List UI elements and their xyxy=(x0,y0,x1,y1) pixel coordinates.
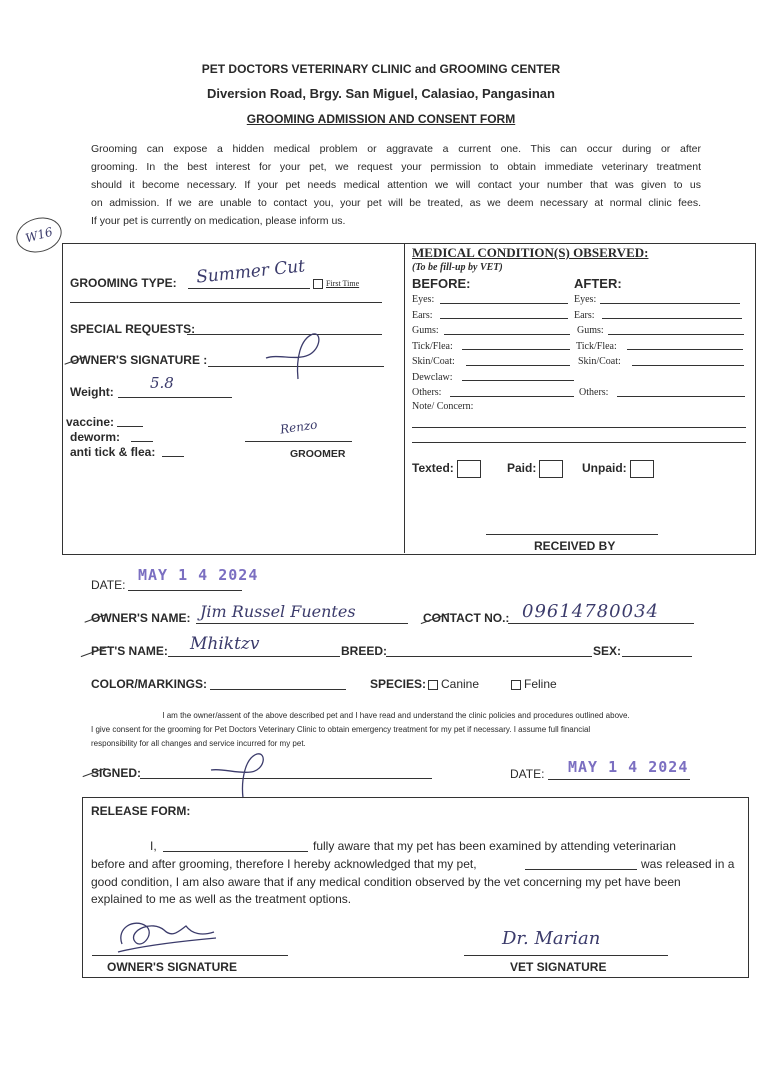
before-list xyxy=(412,292,574,401)
release-line1: fully aware that my pet has been examined by attending veterinarian xyxy=(313,839,676,853)
contact-label: CONTACT NO.: xyxy=(423,611,510,625)
intro-line: If your pet is currently on medication, please inform us. xyxy=(91,215,346,227)
species-label: SPECIES: xyxy=(370,677,427,691)
before-item[interactable]: Gums: xyxy=(412,325,439,336)
before-label: BEFORE: xyxy=(412,276,471,291)
clinic-name: PET DOCTORS VETERINARY CLINIC and GROOMING CENTER xyxy=(201,62,561,76)
release-name-line[interactable] xyxy=(163,851,308,852)
antitick-line[interactable] xyxy=(162,456,184,457)
feline-label: Feline xyxy=(524,677,557,691)
form-title: GROOMING ADMISSION AND CONSENT FORM xyxy=(246,112,516,126)
before-item[interactable]: Tick/Flea: xyxy=(412,340,453,352)
texted-label: Texted: xyxy=(412,461,454,476)
release-line3: good condition, I am also aware that if any medical condition observed by the vet concerning my pet have been xyxy=(91,875,681,889)
groomer-line xyxy=(245,441,352,442)
breed-label: BREED: xyxy=(341,644,388,658)
grooming-type-line xyxy=(188,288,310,289)
breed-line[interactable] xyxy=(386,656,592,657)
color-line[interactable] xyxy=(210,689,346,690)
note-label: Note/ Concern: xyxy=(412,401,474,412)
weight-line xyxy=(118,397,232,398)
panel-divider xyxy=(404,243,405,553)
medical-subtitle: (To be fill-up by VET) xyxy=(412,262,503,273)
pet-name-label: PET'S NAME: xyxy=(91,644,168,658)
weight-value[interactable]: 5.8 xyxy=(150,374,174,392)
owner-signature-scribble xyxy=(258,324,328,384)
signed-date-label: DATE: xyxy=(510,767,545,781)
signed-scribble xyxy=(205,740,275,802)
margin-note: W16 xyxy=(12,213,65,258)
release-owner-signature-label: OWNER'S SIGNATURE xyxy=(107,960,237,974)
before-item[interactable]: Skin/Coat: xyxy=(412,356,455,367)
after-item[interactable]: Skin/Coat: xyxy=(578,356,621,367)
after-item[interactable]: Others: xyxy=(579,387,609,398)
first-time-option[interactable] xyxy=(313,279,359,289)
consent-line: I give consent for the grooming for Pet Doctors Veterinary Clinic to obtain emergency treatment for my pet if necessary. I assume full financial xyxy=(91,725,591,734)
intro-paragraph xyxy=(91,140,701,230)
date-stamp[interactable]: MAY 1 4 2024 xyxy=(138,566,259,584)
texted-checkbox[interactable] xyxy=(457,460,481,478)
canine-checkbox[interactable] xyxy=(428,680,438,690)
before-item[interactable]: Eyes: xyxy=(412,294,435,305)
received-by-label: RECEIVED BY xyxy=(534,539,616,553)
before-item[interactable]: Dewclaw: xyxy=(412,371,453,383)
before-item[interactable]: Others: xyxy=(412,387,442,398)
contact-value[interactable]: 09614780034 xyxy=(522,601,659,622)
first-time-checkbox[interactable] xyxy=(313,279,323,289)
deworm-line[interactable] xyxy=(131,441,153,442)
consent-paragraph xyxy=(91,709,701,751)
release-title: RELEASE FORM: xyxy=(91,804,191,818)
paid-option[interactable] xyxy=(507,460,563,478)
note-line[interactable] xyxy=(412,427,746,428)
weight-label: Weight: xyxy=(70,385,114,399)
intro-line: should it become necessary. If your pet needs medical attention we will contact your number that was given to us xyxy=(91,179,701,191)
vet-signature-label: VET SIGNATURE xyxy=(510,960,607,974)
after-item[interactable]: Tick/Flea: xyxy=(576,340,617,352)
feline-option[interactable] xyxy=(511,677,557,691)
feline-checkbox[interactable] xyxy=(511,680,521,690)
after-item[interactable]: Ears: xyxy=(574,309,595,321)
intro-line: grooming. In the best interest for your pet, we request your permission to obtain immediate veterinary treatment xyxy=(91,161,701,173)
groomer-label: GROOMER xyxy=(290,448,346,460)
release-i: I, xyxy=(150,839,157,853)
grooming-type-value[interactable]: Summer Cut xyxy=(195,256,306,288)
owner-name-label: OWNER'S NAME: xyxy=(91,611,191,625)
canine-option[interactable] xyxy=(428,677,479,691)
received-by-line[interactable] xyxy=(486,534,658,535)
intro-line: Grooming can expose a hidden medical problem or aggravate a current one. This can occur during or after xyxy=(91,143,701,155)
note-line[interactable] xyxy=(412,442,746,443)
release-line2b: was released in a xyxy=(641,857,735,871)
groomer-name[interactable]: Renzo xyxy=(279,417,319,437)
medical-title: MEDICAL CONDITION(S) OBSERVED: xyxy=(412,245,649,260)
unpaid-option[interactable] xyxy=(582,460,654,478)
pet-name-value[interactable]: Mhiktzv xyxy=(190,634,260,654)
owner-signature-label: OWNER'S SIGNATURE : xyxy=(70,353,208,367)
deworm-label: deworm: xyxy=(70,430,121,444)
special-requests-label: SPECIAL REQUESTS: xyxy=(70,322,196,336)
grooming-type-label: GROOMING TYPE: xyxy=(70,276,177,290)
release-owner-scribble xyxy=(112,910,222,966)
release-line4: explained to me as well as the treatment options. xyxy=(91,892,352,906)
sex-line[interactable] xyxy=(622,656,692,657)
after-item[interactable]: Eyes: xyxy=(574,294,597,305)
vaccine-label: vaccine: xyxy=(66,415,115,429)
grooming-underline xyxy=(70,302,382,303)
after-item[interactable]: Gums: xyxy=(577,325,604,336)
intro-line: on admission. If we are unable to contact you, your pet will be treated, as we deem necessary at normal clinic fees. xyxy=(91,197,701,209)
consent-line: I am the owner/assent of the above described pet and I have read and understand the clinic policies and procedures outlined above. xyxy=(162,711,630,720)
release-pet-line[interactable] xyxy=(525,869,637,870)
paid-checkbox[interactable] xyxy=(539,460,563,478)
clinic-address: Diversion Road, Brgy. San Miguel, Calasiao, Pangasinan xyxy=(207,86,555,101)
unpaid-checkbox[interactable] xyxy=(630,460,654,478)
consent-line: responsibility for all changes and service incurred for my pet. xyxy=(91,739,306,748)
signed-label: SIGNED: xyxy=(91,766,142,780)
owner-name-value[interactable]: Jim Russel Fuentes xyxy=(200,602,356,621)
paid-label: Paid: xyxy=(507,461,537,476)
after-list xyxy=(574,292,744,401)
color-label: COLOR/MARKINGS: xyxy=(91,677,207,691)
signed-line[interactable] xyxy=(140,778,432,779)
texted-option[interactable] xyxy=(412,460,481,478)
date-label: DATE: xyxy=(91,578,126,592)
release-line2a: before and after grooming, therefore I hereby acknowledged that my pet, xyxy=(91,857,477,871)
vet-name[interactable]: Dr. Marian xyxy=(502,928,601,949)
unpaid-label: Unpaid: xyxy=(582,461,627,476)
before-item[interactable]: Ears: xyxy=(412,309,433,321)
antitick-label: anti tick & flea: xyxy=(70,445,156,459)
sex-label: SEX: xyxy=(593,644,622,658)
vaccine-line[interactable] xyxy=(117,426,143,427)
signed-date-stamp[interactable]: MAY 1 4 2024 xyxy=(568,758,689,776)
first-time-label: First Time xyxy=(326,279,360,288)
canine-label: Canine xyxy=(441,677,480,691)
after-label: AFTER: xyxy=(574,276,622,291)
